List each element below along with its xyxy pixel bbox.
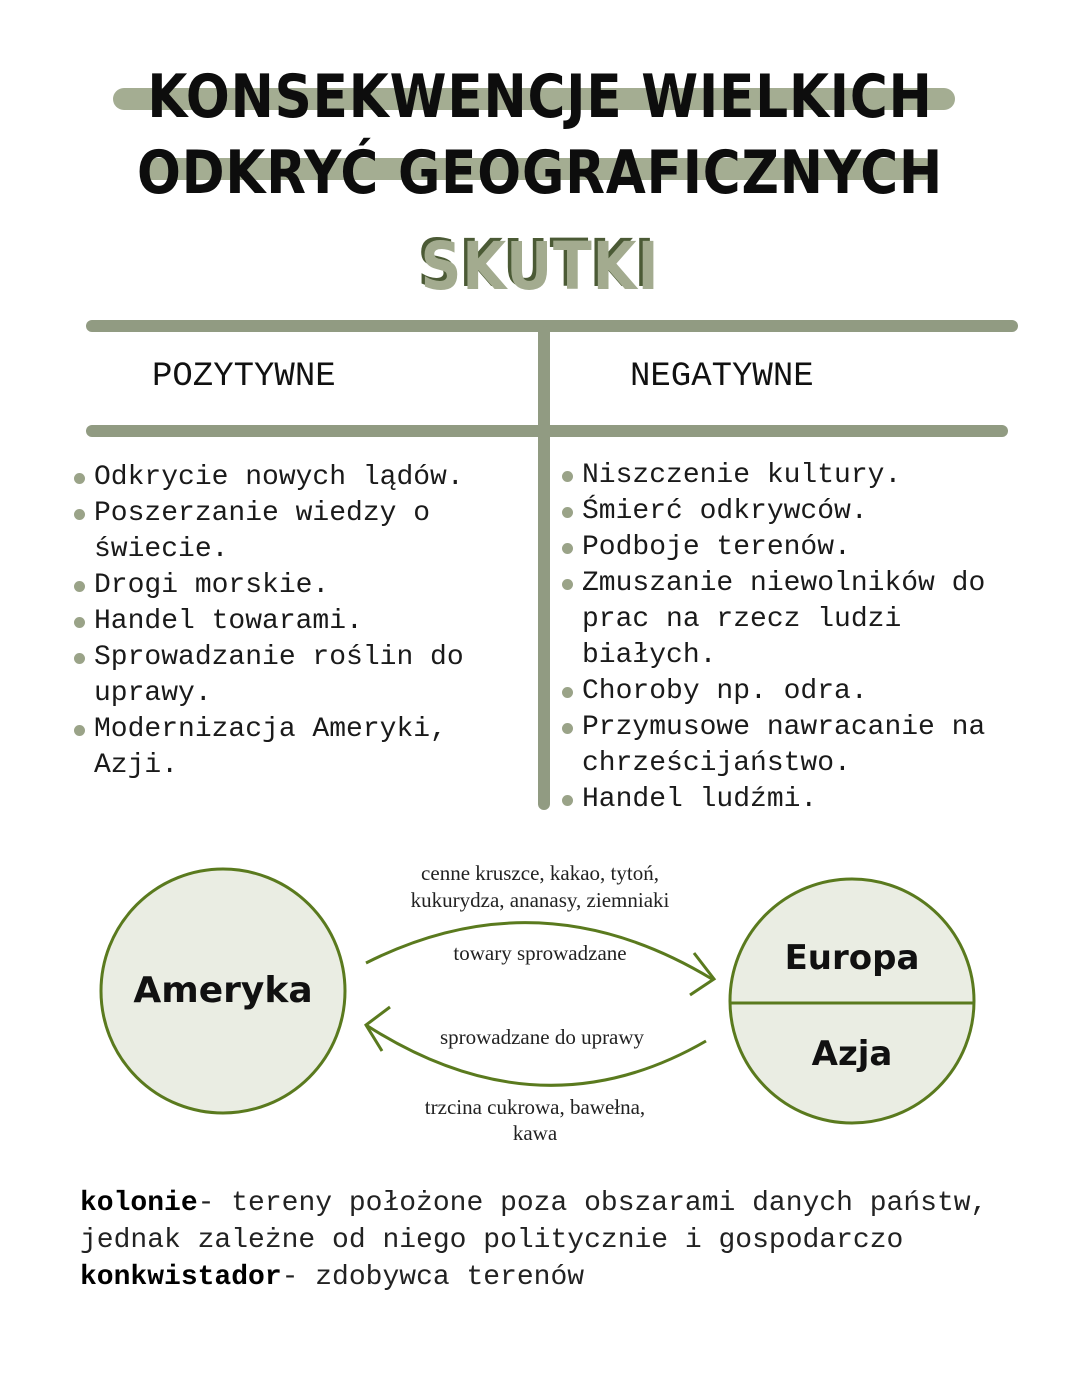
list-item: Modernizacja Ameryki, Azji. — [72, 712, 542, 784]
list-item: Podboje terenów. — [560, 530, 1010, 566]
bottom-goods-line-2: kawa — [512, 1121, 558, 1145]
term-konkwistador: konkwistador — [80, 1262, 282, 1293]
list-item: Zmuszanie niewolników do prac na rzecz ludzi białych. — [560, 566, 1010, 674]
asia-label: Azja — [811, 1034, 893, 1074]
list-item: Poszerzanie wiedzy o świecie. — [72, 496, 542, 568]
list-item: Sprowadzanie roślin do uprawy. — [72, 640, 542, 712]
bottom-arrow-label: sprowadzane do uprawy — [439, 1025, 645, 1049]
subtitle-skutki: SKUTKI — [420, 228, 660, 305]
list-item: Handel towarami. — [72, 604, 542, 640]
negative-list — [560, 458, 1010, 818]
definition-konkwistador — [80, 1259, 1010, 1296]
list-item: Drogi morskie. — [72, 568, 542, 604]
europe-asia-circle — [730, 879, 974, 1123]
america-label: Ameryka — [133, 970, 313, 1011]
positive-heading: POZYTYWNE — [152, 358, 336, 396]
definition-konkwistador-text: - zdobywca terenów — [281, 1262, 585, 1293]
top-arrow-label: towary sprowadzane — [453, 941, 627, 965]
definitions — [80, 1185, 1010, 1296]
europe-label: Europa — [784, 938, 920, 978]
term-kolonie: kolonie — [80, 1188, 198, 1219]
top-goods-line-2: kukurydza, ananasy, ziemniaki — [410, 888, 670, 912]
list-item: Handel ludźmi. — [560, 782, 1010, 818]
definition-kolonie-text: - tereny położone poza obszarami danych państw, jednak zależne od niego politycznie i gospodarczo — [80, 1188, 988, 1256]
top-goods-line-1: cenne kruszce, kakao, tytoń, — [421, 861, 659, 885]
bottom-goods-line-1: trzcina cukrowa, bawełna, — [424, 1095, 646, 1119]
list-item: Choroby np. odra. — [560, 674, 1010, 710]
list-item: Przymusowe nawracanie na chrześcijaństwo. — [560, 710, 1010, 782]
definition-kolonie — [80, 1185, 1010, 1259]
list-item: Niszczenie kultury. — [560, 458, 1010, 494]
positive-list — [72, 460, 542, 784]
top-divider — [86, 320, 1018, 332]
title-line-1: KONSEKWENCJE WIELKICH — [147, 62, 933, 132]
list-item: Śmierć odkrywców. — [560, 494, 1010, 530]
title-line-2: ODKRYĆ GEOGRAFICZNYCH — [136, 138, 943, 208]
negative-heading: NEGATYWNE — [630, 358, 814, 396]
list-item: Odkrycie nowych lądów. — [72, 460, 542, 496]
